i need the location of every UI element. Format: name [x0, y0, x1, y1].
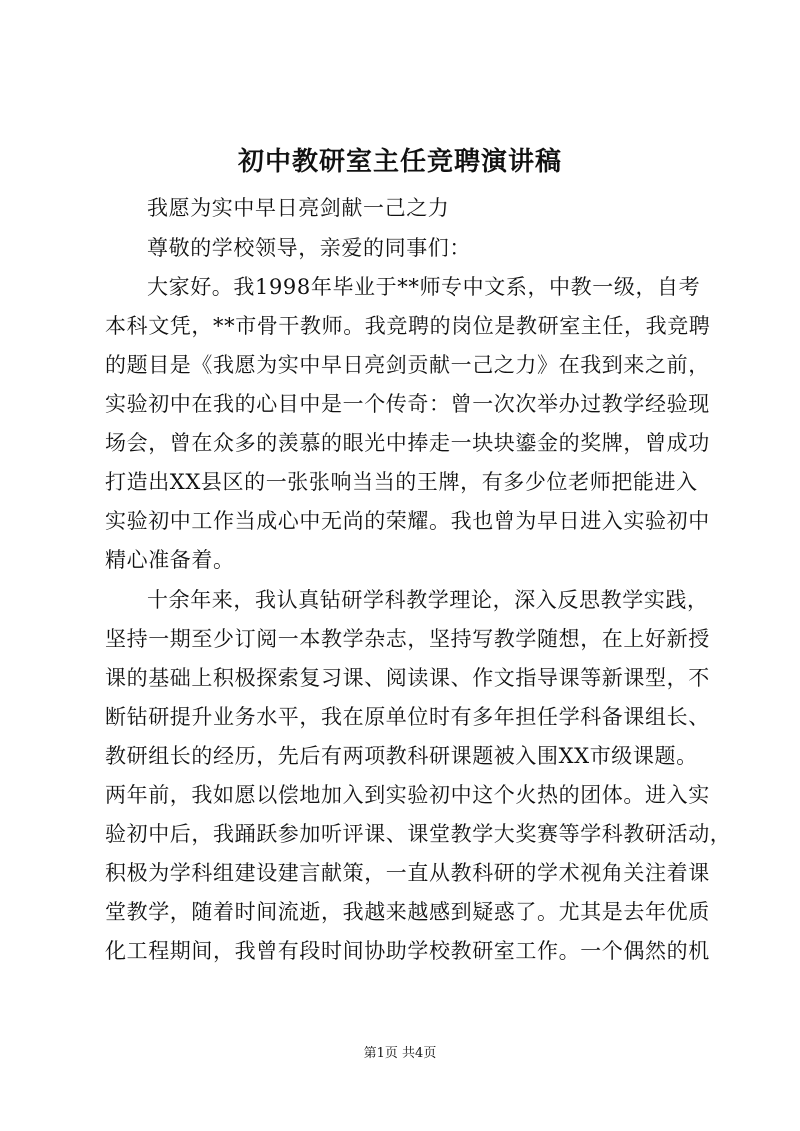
paragraph-line: 打造出XX县区的一张张响当当的王牌，有多少位老师把能进入: [105, 470, 698, 494]
paragraph-line: 大家好。我1998年毕业于**师专中文系，中教一级，自考: [147, 275, 701, 299]
paragraph-line: 精心准备着。: [105, 548, 235, 572]
paragraph-line: 本科文凭，**市骨干教师。我竞聘的岗位是教研室主任，我竞聘: [105, 314, 711, 338]
document-title: 初中教研室主任竞聘演讲稿: [237, 147, 562, 177]
paragraph-line: 积极为学科组建设建言献策，一直从教科研的学术视角关注着课: [105, 861, 710, 885]
paragraph-line: 实验初中工作当成心中无尚的荣耀。我也曾为早日进入实验初中: [105, 509, 710, 533]
subtitle-line: 我愿为实中早日亮剑献一己之力: [147, 196, 450, 220]
paragraph-line: 化工程期间，我曾有段时间协助学校教研室工作。一个偶然的机: [105, 939, 710, 963]
paragraph-line: 十余年来，我认真钻研学科教学理论，深入反思教学实践，: [147, 588, 709, 612]
paragraph-line: 实验初中在我的心目中是一个传奇：曾一次次举办过教学经验现: [105, 392, 710, 416]
paragraph-line: 教研组长的经历，先后有两项教科研课题被入围XX市级课题。: [105, 744, 698, 768]
paragraph-line: 两年前，我如愿以偿地加入到实验初中这个火热的团体。进入实: [105, 783, 710, 807]
paragraph-line: 课的基础上积极探索复习课、阅读课、作文指导课等新课型，不: [105, 666, 710, 690]
paragraph-line: 验初中后，我踊跃参加听评课、课堂教学大奖赛等学科教研活动，: [105, 822, 732, 846]
paragraph-line: 场会，曾在众多的羡慕的眼光中捧走一块块鎏金的奖牌，曾成功: [105, 431, 710, 455]
paragraph-line: 断钻研提升业务水平，我在原单位时有多年担任学科备课组长、: [105, 705, 710, 729]
paragraph-line: 的题目是《我愿为实中早日亮剑贡献一己之力》在我到来之前，: [105, 353, 710, 377]
page-footer: 第1页 共4页: [363, 1046, 437, 1061]
paragraph-line: 坚持一期至少订阅一本教学杂志，坚持写教学随想，在上好新授: [105, 627, 710, 651]
paragraph-line: 堂教学，随着时间流逝，我越来越感到疑惑了。尤其是去年优质: [105, 900, 710, 924]
salutation-line: 尊敬的学校领导，亲爱的同事们：: [147, 236, 471, 260]
